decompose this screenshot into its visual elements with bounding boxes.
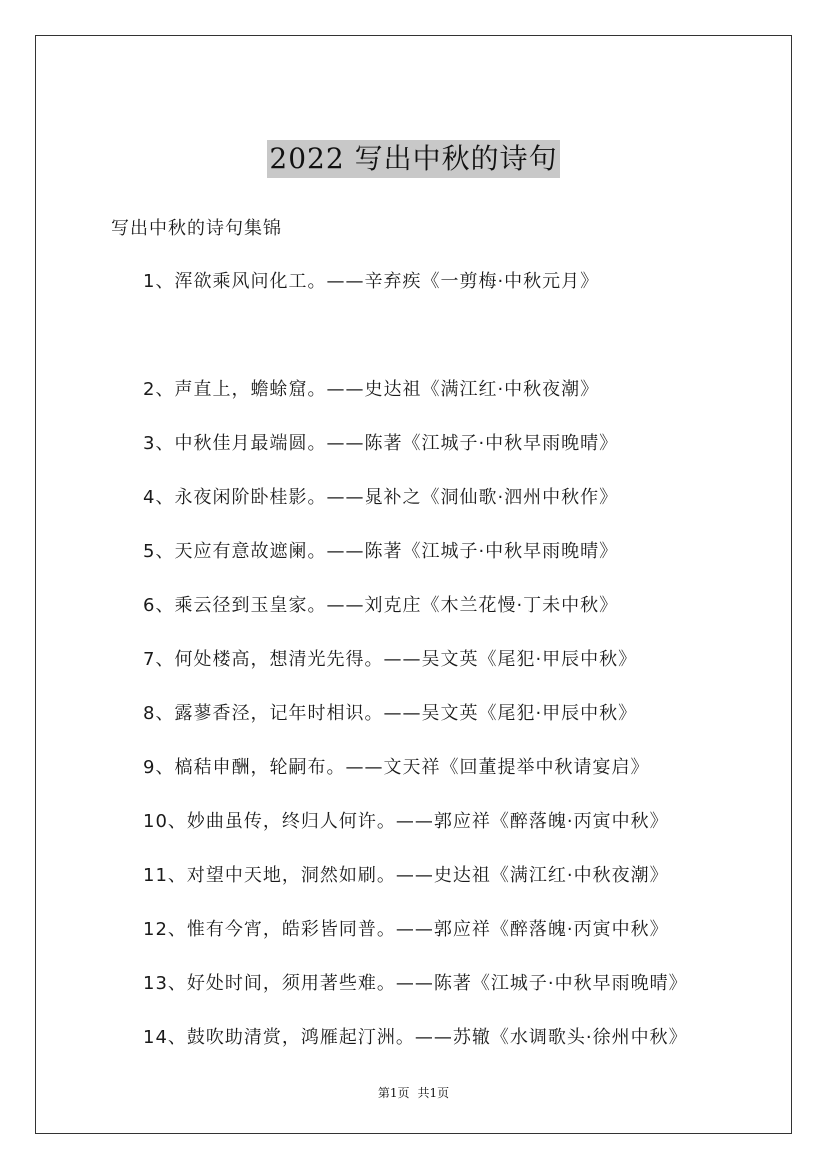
poem-line: 9、槁秸申酬，轮嗣布。——文天祥《回董提举中秋请宴启》	[143, 757, 650, 778]
poem-line: 10、妙曲虽传，终归人何许。——郭应祥《醉落魄·丙寅中秋》	[143, 811, 669, 832]
poem-line: 8、露蓼香泾，记年时相识。——吴文英《尾犯·甲辰中秋》	[143, 703, 638, 724]
poem-line: 7、何处楼高，想清光先得。——吴文英《尾犯·甲辰中秋》	[143, 649, 638, 670]
document-title: 2022 写出中秋的诗句	[267, 140, 559, 178]
poem-line: 2、声直上，蟾蜍窟。——史达祖《满江红·中秋夜潮》	[143, 379, 600, 400]
title-container	[36, 140, 791, 178]
document-page	[35, 35, 792, 1134]
poem-line: 13、好处时间，须用著些难。——陈著《江城子·中秋早雨晚晴》	[143, 973, 688, 994]
page-number: 第1页	[377, 1086, 410, 1100]
page-footer	[36, 1084, 791, 1101]
page-total: 共1页	[417, 1086, 450, 1100]
poem-line: 4、永夜闲阶卧桂影。——晁补之《洞仙歌·泗州中秋作》	[143, 487, 619, 508]
poem-line: 5、天应有意故遮阑。——陈著《江城子·中秋早雨晚晴》	[143, 541, 619, 562]
poem-line: 14、鼓吹助清赏，鸿雁起汀洲。——苏辙《水调歌头·徐州中秋》	[143, 1027, 688, 1048]
poem-line: 1、浑欲乘风问化工。——辛弃疾《一剪梅·中秋元月》	[143, 271, 600, 292]
poem-line: 3、中秋佳月最端圆。——陈著《江城子·中秋早雨晚晴》	[143, 433, 619, 454]
poem-line: 11、对望中天地，洞然如刷。——史达祖《满江红·中秋夜潮》	[143, 865, 669, 886]
document-subtitle: 写出中秋的诗句集锦	[111, 218, 282, 239]
poem-line: 12、惟有今宵，皓彩皆同普。——郭应祥《醉落魄·丙寅中秋》	[143, 919, 669, 940]
poem-line: 6、乘云径到玉皇家。——刘克庄《木兰花慢·丁未中秋》	[143, 595, 619, 616]
